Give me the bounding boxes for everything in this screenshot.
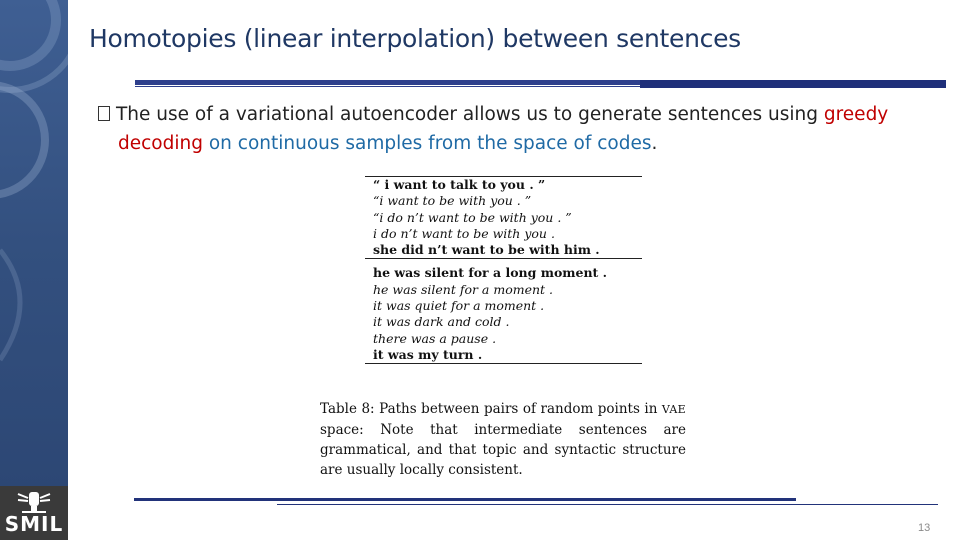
table-row: “i want to be with you . ” bbox=[373, 193, 532, 209]
table-bottom-rule bbox=[365, 363, 642, 364]
caption-rest: space: Note that intermediate sentences are grammatical, and that topic and syntactic structure are usually locally consistent. bbox=[320, 422, 686, 478]
smil-logo bbox=[0, 486, 68, 540]
table-row: he was silent for a moment . bbox=[373, 281, 553, 297]
table-row: i do n’t want to be with you . bbox=[373, 225, 555, 241]
table-row: “ i want to talk to you . ” bbox=[373, 177, 546, 192]
bullet-highlight-greedy: greedy bbox=[823, 104, 889, 125]
bullet-highlight-decoding: decoding bbox=[118, 133, 203, 154]
bullet-text-part2: on continuous samples from the space of codes bbox=[202, 133, 652, 154]
interpolation-table bbox=[365, 174, 642, 364]
bullet-text-part1: The use of a variational autoencoder allows us to generate sentences using bbox=[116, 104, 824, 125]
bullet-box-icon bbox=[98, 106, 110, 121]
table-row: it was my turn . bbox=[373, 346, 483, 362]
table-row: it was dark and cold . bbox=[373, 314, 510, 330]
title-rule-accent bbox=[640, 80, 946, 88]
decorative-arcs bbox=[0, 0, 68, 486]
table-row: she did n’t want to be with him . bbox=[373, 242, 600, 258]
table-row: “i do n’t want to be with you . ” bbox=[373, 209, 572, 225]
footer-rule bbox=[134, 498, 796, 501]
bullet-point bbox=[98, 100, 938, 158]
caption-vae: VAE bbox=[661, 403, 686, 416]
table-row: he was silent for a long moment . bbox=[373, 265, 608, 281]
caption-prefix: Table 8: Paths between pairs of random points in bbox=[320, 401, 662, 417]
logo-text: SMIL bbox=[4, 512, 64, 536]
bullet-period: . bbox=[651, 133, 658, 154]
page-number: 13 bbox=[918, 522, 931, 534]
footer-rule-thin bbox=[277, 504, 938, 505]
decorative-sidebar bbox=[0, 0, 68, 540]
table-row: it was quiet for a moment . bbox=[373, 298, 545, 314]
table-caption bbox=[320, 399, 686, 480]
table-row: there was a pause . bbox=[373, 330, 497, 346]
slide-title: Homotopies (linear interpolation) between sentences bbox=[89, 24, 741, 53]
